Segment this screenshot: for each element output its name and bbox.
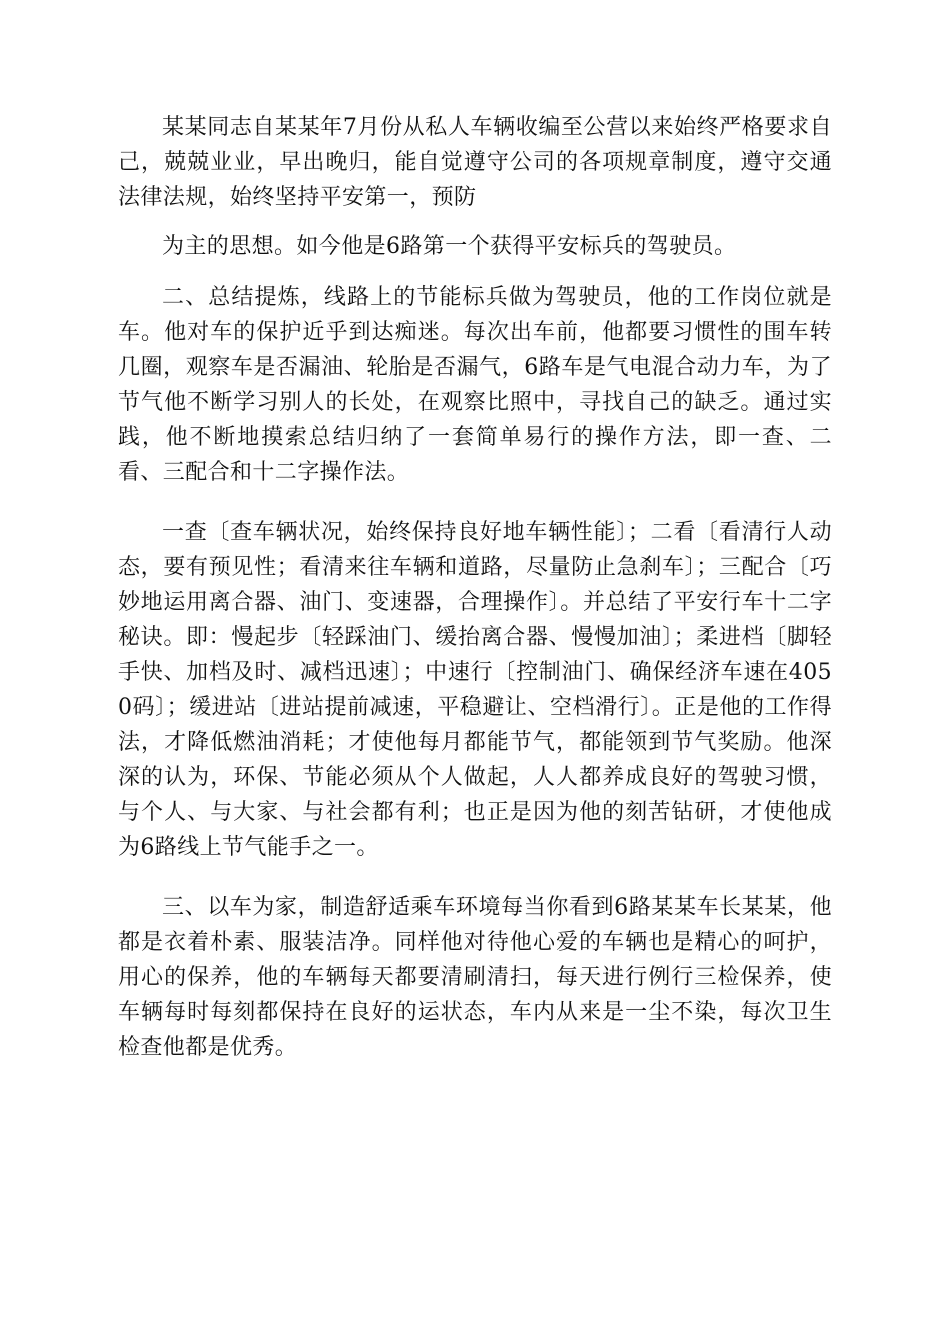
paragraph-4: 一查〔查车辆状况，始终保持良好地车辆性能〕；二看〔看清行人动态，要有预见性；看清来往车辆和道路，尽量防止急刹车〕；三配合〔巧妙地运用离合器、油门、变速器，合理操作〕。并总结了平安行车十二字秘诀。即：慢起步〔轻踩油门、缓抬离合器、慢慢加油〕；柔进档〔脚轻手快、加档及时、减档迅速〕；中速行〔控制油门、确保经济车速在4050码〕；缓进站〔进站提前减速，平稳避让、空档滑行〕。正是他的工作得法，才降低燃油消耗；才使他每月都能节气，都能领到节气奖励。他深深的认为，环保、节能必须从个人做起，人人都养成良好的驾驶习惯，与个人、与大家、与社会都有利；也正是因为他的刻苦钻研，才使他成为6路线上节气能手之一。 — [118, 520, 832, 860]
paragraph-1: 某某同志自某某年7月份从私人车辆收编至公营以来始终严格要求自己，兢兢业业，早出晚归，能自觉遵守公司的各项规章制度，遵守交通法律法规，始终坚持平安第一，预防 — [118, 115, 832, 210]
paragraph-5: 三、以车为家，制造舒适乘车环境每当你看到6路某某车长某某，他都是衣着朴素、服装洁净。同样他对待他心爱的车辆也是精心的呵护，用心的保养，他的车辆每天都要清刷清扫，每天进行例行三检保养，使车辆每时每刻都保持在良好的运状态，车内从来是一尘不染，每次卫生检查他都是优秀。 — [118, 895, 832, 1060]
paragraph-2: 为主的思想。如今他是6路第一个获得平安标兵的驾驶员。 — [162, 234, 737, 259]
paragraph-3: 二、总结提炼，线路上的节能标兵做为驾驶员，他的工作岗位就是车。他对车的保护近乎到达痴迷。每次出车前，他都要习惯性的围车转几圈，观察车是否漏油、轮胎是否漏气，6路车是气电混合动力车，为了节气他不断学习别人的长处，在观察比照中，寻找自己的缺乏。通过实践，他不断地摸索总结归纳了一套简单易行的操作方法，即一查、二看、三配合和十二字操作法。 — [118, 285, 832, 485]
